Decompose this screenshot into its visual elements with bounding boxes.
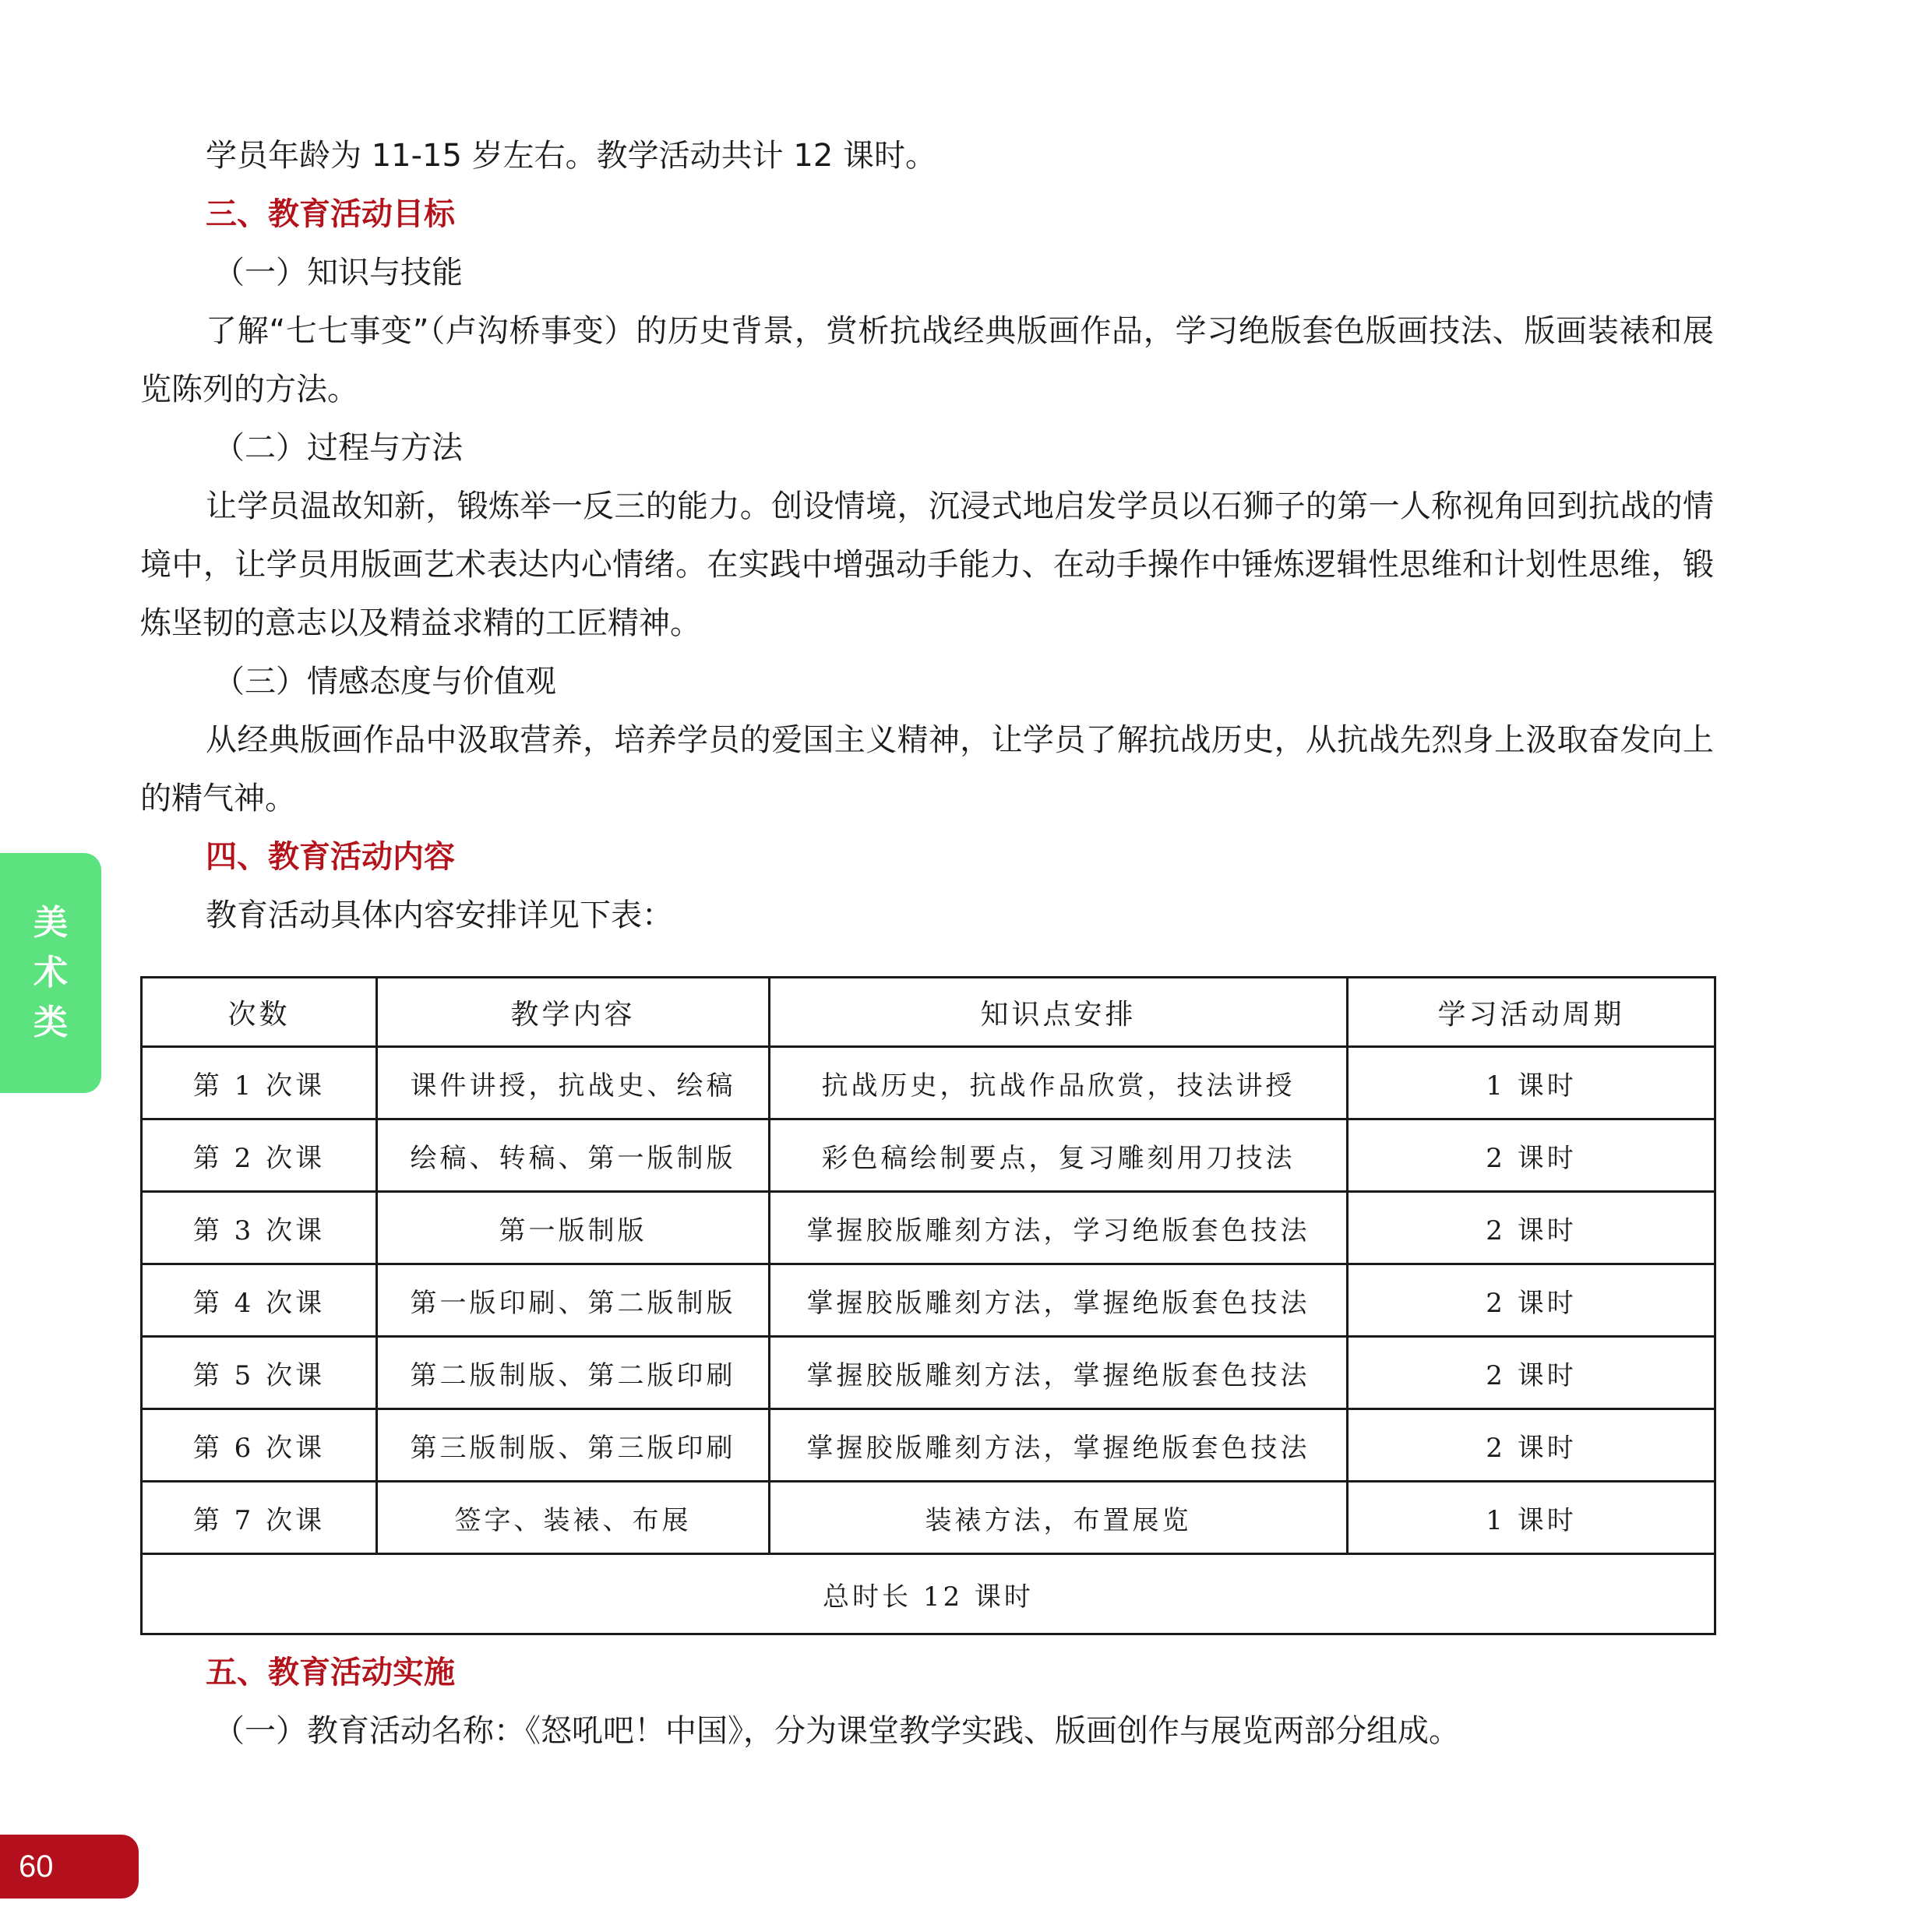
table-cell: 抗战历史，抗战作品欣赏，技法讲授: [770, 1047, 1348, 1119]
table-cell: 第 4 次课: [142, 1264, 377, 1337]
paragraph-emotion: 从经典版画作品中汲取营养，培养学员的爱国主义精神，让学员了解抗战历史，从抗战先烈身上汲取奋发向上的精气神。: [140, 722, 1714, 816]
page-number-badge: [0, 1835, 139, 1899]
table-cell: 彩色稿绘制要点，复习雕刻用刀技法: [770, 1119, 1348, 1192]
table-header: 知识点安排: [770, 978, 1348, 1047]
table-total-row: [142, 1554, 1715, 1634]
side-tab-char: 美: [33, 903, 68, 943]
subheading-knowledge: （一）知识与技能: [213, 255, 463, 291]
table-row: [142, 1337, 1715, 1409]
table-cell: 绘稿、转稿、第一版制版: [377, 1119, 770, 1192]
table-cell: 掌握胶版雕刻方法，学习绝版套色技法: [770, 1192, 1348, 1264]
table-cell: 2 课时: [1348, 1119, 1715, 1192]
table-cell: 1 课时: [1348, 1482, 1715, 1554]
table-cell: 掌握胶版雕刻方法，掌握绝版套色技法: [770, 1337, 1348, 1409]
table-cell: 第一版制版: [377, 1192, 770, 1264]
paragraph-process: 让学员温故知新，锻炼举一反三的能力。创设情境，沉浸式地启发学员以石狮子的第一人称视角回到抗战的情境中，让学员用版画艺术表达内心情绪。在实践中增强动手能力、在动手操作中锤炼逻辑性思维和计划性思维，锻炼坚韧的意志以及精益求精的工匠精神。: [140, 488, 1714, 641]
table-cell: 课件讲授，抗战史、绘稿: [377, 1047, 770, 1119]
text-block-bottom: [140, 1644, 1714, 1761]
table-cell: 签字、装裱、布展: [377, 1482, 770, 1554]
heading-goals: 三、教育活动目标: [206, 196, 455, 232]
table-total: 总时长 12 课时: [142, 1554, 1715, 1634]
paragraph-knowledge: 了解“七七事变”（卢沟桥事变）的历史背景，赏析抗战经典版画作品，学习绝版套色版画技法、版画装裱和展览陈列的方法。: [140, 313, 1714, 407]
table-cell: 2 课时: [1348, 1264, 1715, 1337]
table-header: 学习活动周期: [1348, 978, 1715, 1047]
table-row: [142, 1264, 1715, 1337]
table-cell: 1 课时: [1348, 1047, 1715, 1119]
table-cell: 第 6 次课: [142, 1409, 377, 1482]
heading-content: 四、教育活动内容: [206, 839, 455, 875]
side-tab-char: 术: [33, 953, 68, 992]
table-header: 次数: [142, 978, 377, 1047]
table-cell: 第 1 次课: [142, 1047, 377, 1119]
schedule-table: [140, 976, 1716, 1635]
table-cell: 掌握胶版雕刻方法，掌握绝版套色技法: [770, 1264, 1348, 1337]
category-side-tab: [0, 853, 101, 1093]
table-header-row: [142, 978, 1715, 1047]
table-row: [142, 1192, 1715, 1264]
table-cell: 第 7 次课: [142, 1482, 377, 1554]
table-cell: 2 课时: [1348, 1192, 1715, 1264]
page-number: 60: [19, 1849, 54, 1884]
table-cell: 第二版制版、第二版印刷: [377, 1337, 770, 1409]
table-header: 教学内容: [377, 978, 770, 1047]
table-cell: 2 课时: [1348, 1409, 1715, 1482]
table-cell: 第三版制版、第三版印刷: [377, 1409, 770, 1482]
table-cell: 装裱方法，布置展览: [770, 1482, 1348, 1554]
heading-implementation: 五、教育活动实施: [206, 1655, 455, 1690]
table-cell: 第 3 次课: [142, 1192, 377, 1264]
paragraph-table-intro: 教育活动具体内容安排详见下表：: [206, 897, 673, 933]
table-row: [142, 1119, 1715, 1192]
paragraph-age: 学员年龄为 11-15 岁左右。教学活动共计 12 课时。: [206, 138, 936, 174]
text-block-top: [140, 127, 1714, 945]
table-cell: 第 2 次课: [142, 1119, 377, 1192]
table-cell: 第 5 次课: [142, 1337, 377, 1409]
table-row: [142, 1482, 1715, 1554]
subheading-process: （二）过程与方法: [213, 430, 463, 466]
table-cell: 第一版印刷、第二版制版: [377, 1264, 770, 1337]
table-cell: 掌握胶版雕刻方法，掌握绝版套色技法: [770, 1409, 1348, 1482]
side-tab-char: 类: [33, 1003, 68, 1042]
paragraph-activity-name: （一）教育活动名称：《怒吼吧！中国》，分为课堂教学实践、版画创作与展览两部分组成。: [213, 1713, 1460, 1749]
table-row: [142, 1047, 1715, 1119]
table-cell: 2 课时: [1348, 1337, 1715, 1409]
table-row: [142, 1409, 1715, 1482]
subheading-emotion: （三）情感态度与价值观: [213, 664, 556, 700]
